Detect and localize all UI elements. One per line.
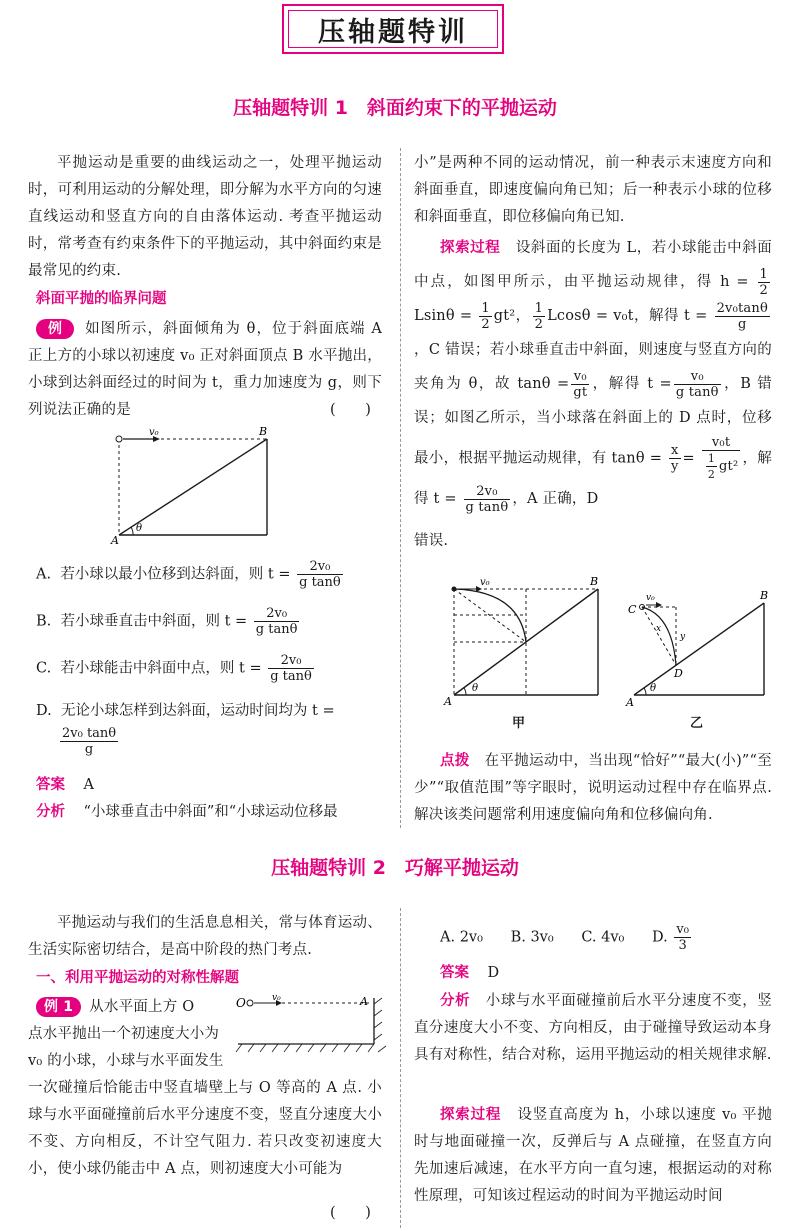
page-title: 压轴题特训 bbox=[318, 16, 468, 48]
example-1-stem bbox=[28, 316, 382, 424]
analysis-1-start: 分析 “小球垂直击中斜面”和“小球运动位移最 bbox=[36, 804, 338, 820]
svg-text:v₀: v₀ bbox=[646, 593, 655, 603]
incline-line bbox=[119, 439, 267, 535]
figure-jia bbox=[440, 575, 610, 710]
example-badge: 例 bbox=[36, 319, 74, 339]
explore-1-end: 错误. bbox=[414, 533, 449, 549]
svg-text:C: C bbox=[628, 603, 637, 616]
svg-text:D: D bbox=[674, 667, 683, 680]
caption-yi: 乙 bbox=[690, 716, 704, 731]
option-A: A. 若小球以最小位移到达斜面，则 t = $\frac{\text{2v₀}}{\text{g tanθ}}$ bbox=[36, 559, 341, 590]
option-B: B. 若小球垂直击中斜面，则 t = $\frac{\text{2v₀}}{\text{g tanθ}}$ bbox=[36, 606, 298, 637]
svg-text:y: y bbox=[680, 632, 686, 642]
figure-yi bbox=[620, 585, 780, 710]
answer-2: 答案 D bbox=[440, 965, 500, 981]
svg-text:x: x bbox=[656, 624, 662, 634]
example-2-options: A. 2v₀ B. 3v₀ C. 4v₀ D. $\frac{\text{v₀}}{3}$ bbox=[440, 922, 689, 953]
option-C: C. 若小球能击中斜面中点，则 t = $\frac{\text{2v₀}}{\text{g tanθ}}$ bbox=[36, 653, 312, 684]
analysis-2: 分析 小球与水平面碰撞前后水平分速度不变，竖直分速度大小不变、方向相反，由于碰撞导致运动本身具有对称性，结合对称，运用平抛运动的相关规律求解. bbox=[414, 993, 772, 1063]
example-2-stem-top: 例 1 从水平面上方 O 点水平抛出一个初速度大小为 v₀ 的小球，小球与水平面发生 bbox=[28, 999, 224, 1069]
analysis-1-cont: 小”是两种不同的运动情况，前一种表示末速度方向和斜面垂直，即速度偏向角已知；后一种表示小球的位移和斜面垂直，即位移偏向角已知. bbox=[414, 155, 772, 225]
answer-label: 答案 bbox=[36, 777, 65, 793]
label-A: A bbox=[111, 534, 119, 545]
svg-text:A: A bbox=[444, 695, 452, 708]
svg-text:A: A bbox=[360, 995, 368, 1008]
answer-value: A bbox=[83, 777, 94, 793]
example-text: 如图所示，斜面倾角为 θ，位于斜面底端 A 正上方的小球以初速度 v₀ 正对斜面顶点 B 水平抛出，小球到达斜面经过的时间为 t，重力加速度为 g，则下列说法正确的是 bbox=[28, 321, 382, 418]
section-1-subheading: 斜面平抛的临界问题 bbox=[36, 291, 167, 307]
theta-label: θ bbox=[136, 523, 143, 534]
svg-text:B: B bbox=[760, 589, 769, 602]
section-1-title: 压轴题特训 1 斜面约束下的平抛运动 bbox=[233, 97, 557, 119]
page-title-box bbox=[282, 4, 504, 54]
svg-text:v₀: v₀ bbox=[272, 994, 281, 1003]
svg-text:v₀: v₀ bbox=[480, 577, 490, 588]
example-2-paren: ( ) bbox=[330, 1205, 372, 1221]
section-2-title: 压轴题特训 2 巧解平抛运动 bbox=[271, 857, 519, 879]
option-D: D. 无论小球怎样到达斜面，运动时间均为 t = bbox=[36, 703, 335, 719]
incline-figure bbox=[105, 425, 285, 545]
explore-1: 探索过程 设斜面的长度为 L，若小球能击中斜面中点，如图甲所示，由平抛运动规律，得 h = $\frac{1}{2}$ Lsinθ = $\frac{1}{2}$ gt²， $\frac{1}{2}$ Lcosθ = v₀t，解得 t = $\frac{\text{2v₀tanθ}}{g}$ ，C 错误；若小球垂直击中斜面，则速度与竖直方向的夹角为 θ，故 tanθ = $\frac{\text{v₀}}{gt}$ ，解得 t = $\frac{\text{v₀}}{\text{g tanθ}}$ ，B 错误；如图乙所示，当小球落在斜面上的 D 点时，位移最小，根据平抛运动规律，有 tanθ = $\frac{x}{y}$ = v₀t $\frac{1}{2}$ gt² ，解得 t = $\frac{\text{2v₀}}{\text{g tanθ}}$ ，A 正确，D bbox=[414, 240, 772, 515]
svg-text:O: O bbox=[236, 996, 246, 1010]
column-divider-2 bbox=[400, 908, 401, 1228]
ball bbox=[116, 436, 122, 442]
tip-1: 点拨 在平抛运动中，当出现“恰好”“最大(小)”“至少”“取值范围”等字眼时，说明运动过程中存在临界点. 解决该类问题常利用速度偏向角和位移偏向角. bbox=[414, 753, 772, 823]
section-2-intro: 平抛运动与我们的生活息息相关，常与体育运动、生活实际密切结合，是高中阶段的热门考点. bbox=[28, 915, 382, 958]
answer-1 bbox=[36, 772, 94, 799]
angle-arc bbox=[131, 527, 133, 535]
wall-figure bbox=[232, 994, 392, 1056]
svg-text:θ: θ bbox=[472, 683, 479, 694]
section-2-subheading: 一、利用平抛运动的对称性解题 bbox=[36, 970, 239, 986]
option-D-fraction: $\frac{\text{2v₀ tanθ}}{g}$ bbox=[62, 726, 117, 757]
example-paren: ( ) bbox=[330, 402, 372, 418]
label-B: B bbox=[259, 425, 268, 438]
section-1-intro: 平抛运动是重要的曲线运动之一，处理平抛运动时，可利用运动的分解处理，即分解为水平方向的匀速直线运动和竖直方向的自由落体运动. 考查平抛运动时，常考查有约束条件下的平抛运动，其中斜面约束是最常见的约束. bbox=[28, 155, 382, 279]
v0-label: v₀ bbox=[149, 427, 159, 438]
caption-jia: 甲 bbox=[512, 716, 526, 731]
example-2-stem-rest: 一次碰撞后恰能击中竖直墙壁上与 O 等高的 A 点. 小球与水平面碰撞前后水平分速度不变，竖直分速度大小不变、方向相反，不计空气阻力. 若只改变初速度大小，使小球仍能击中 A 点，则初速度大小可能为 bbox=[28, 1080, 382, 1177]
svg-text:θ: θ bbox=[650, 683, 657, 694]
svg-text:A: A bbox=[626, 696, 634, 709]
svg-text:B: B bbox=[590, 575, 599, 588]
explore-2: 探索过程 设竖直高度为 h，小球以速度 v₀ 平抛时与地面碰撞一次，反弹后与 A 点碰撞，在竖直方向先加速后减速，在水平方向一直匀速，根据运动的对称性原理，可知该过程运动的时间为平抛运动时间 bbox=[414, 1107, 772, 1204]
column-divider bbox=[400, 148, 401, 828]
